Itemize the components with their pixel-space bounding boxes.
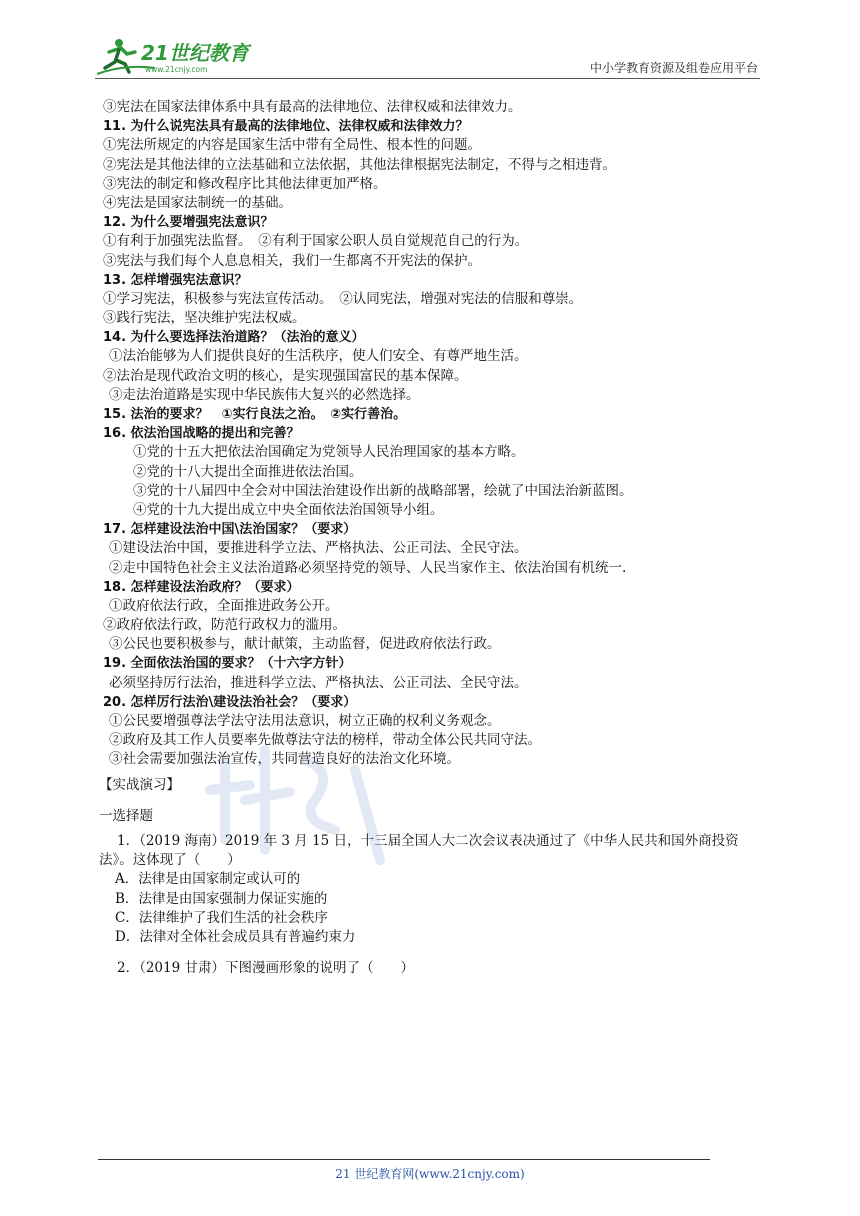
- answer-line: ③走法治道路是实现中华民族伟大复兴的必然选择。: [109, 386, 420, 403]
- footer-divider: [98, 1159, 710, 1160]
- question-heading: 11. 为什么说宪法具有最高的法律地位、法律权威和法律效力？: [103, 119, 469, 135]
- answer-line: ①学习宪法，积极参与宪法宣传活动。 ②认同宪法，增强对宪法的信服和尊崇。: [103, 290, 583, 307]
- page-header: [95, 34, 760, 79]
- question-1-stem: 1．（2019 海南）2019 年 3 月 15 日，十三届全国人大二次会议表决通过了《中华人民共和国外商投资法》。这体现了（ ）: [99, 832, 739, 869]
- footer-site-text: 21 世纪教育网(www.21cnjy.com): [335, 1167, 525, 1181]
- document-body: [99, 98, 763, 978]
- question-heading: 17. 怎样建设法治中国\法治国家？（要求）: [103, 522, 357, 538]
- question-heading: 13. 怎样增强宪法意识？: [103, 272, 248, 288]
- option-item: A．法律是由国家制定或认可的: [115, 871, 301, 888]
- answer-line: ①宪法所规定的内容是国家生活中带有全局性、根本性的问题。: [103, 137, 481, 154]
- answer-line: ②法治是现代政治文明的核心，是实现强国富民的基本保障。: [103, 367, 468, 384]
- question-heading: 16. 依法治国战略的提出和完善？: [103, 426, 300, 442]
- question-2-stem: 2．（2019 甘肃）下图漫画形象的说明了（ ）: [117, 960, 414, 977]
- answer-line: ②党的十八大提出全面推进依法治国。: [133, 463, 363, 480]
- question-heading: 19. 全面依法治国的要求？（十六字方针）: [103, 656, 352, 672]
- answer-line: ②政府依法行政，防范行政权力的滥用。: [103, 617, 346, 634]
- answer-line: ④宪法是国家法制统一的基础。: [103, 194, 292, 211]
- answer-line: ②走中国特色社会主义法治道路必须坚持党的领导、人民当家作主、依法治国有机统一.: [109, 559, 627, 576]
- option-item: C．法律维护了我们生活的社会秩序: [115, 909, 328, 926]
- answer-line: 必须坚持厉行法治，推进科学立法、严格执法、公正司法、全民守法。: [109, 674, 528, 691]
- answer-line: ③公民也要积极参与，献计献策，主动监督，促进政府依法行政。: [109, 636, 501, 653]
- section-title: 【实战演习】: [99, 776, 180, 793]
- question-heading: 14. 为什么要选择法治道路？（法治的意义）: [103, 330, 365, 346]
- answer-line: ②宪法是其他法律的立法基础和立法依据，其他法律根据宪法制定，不得与之相违背。: [103, 156, 616, 173]
- svg-text:www.21cnjy.com: www.21cnjy.com: [145, 65, 208, 74]
- svg-text:21世纪教育: 21世纪教育: [141, 41, 249, 65]
- answer-line: ①建设法治中国，要推进科学立法、严格执法、公正司法、全民守法。: [109, 540, 528, 557]
- answer-line: ③宪法的制定和修改程序比其他法律更加严格。: [103, 175, 387, 192]
- answer-line: ③践行宪法，坚决维护宪法权威。: [103, 310, 306, 327]
- question-heading: 15. 法治的要求？ ①实行良法之治。 ②实行善治。: [103, 407, 407, 422]
- question-heading: 12. 为什么要增强宪法意识？: [103, 215, 274, 231]
- answer-line: ①法治能够为人们提供良好的生活秩序，使人们安全、有尊严地生活。: [109, 348, 528, 365]
- header-platform-text: 中小学教育资源及组卷应用平台: [589, 61, 758, 75]
- question-heading: 20. 怎样厉行法治\建设法治社会？（要求）: [103, 694, 357, 710]
- answer-line: ③宪法与我们每个人息息相关，我们一生都离不开宪法的保护。: [103, 252, 481, 269]
- knowledge-points: [103, 98, 763, 770]
- logo-21cnjy: [95, 34, 265, 76]
- question-1-options: [103, 870, 763, 947]
- question-heading: 18. 怎样建设法治政府？（要求）: [103, 579, 300, 595]
- answer-line: ④党的十九大提出成立中央全面依法治国领导小组。: [133, 501, 444, 518]
- option-item: B．法律是由国家强制力保证实施的: [115, 890, 328, 907]
- answer-line: ①政府依法行政，全面推进政务公开。: [109, 597, 339, 614]
- answer-line: ①公民要增强尊法学法守法用法意识，树立正确的权利义务观念。: [109, 713, 501, 729]
- answer-line: ③党的十八届四中全会对中国法治建设作出新的战略部署，绘就了中国法治新蓝图。: [133, 482, 633, 499]
- option-item: D．法律对全体社会成员具有普遍约束力: [115, 928, 356, 945]
- subsection-title: 一选择题: [99, 807, 153, 824]
- answer-line: ③宪法在国家法律体系中具有最高的法律地位、法律权威和法律效力。: [103, 99, 522, 115]
- answer-line: ①党的十五大把依法治国确定为党领导人民治理国家的基本方略。: [133, 444, 525, 461]
- answer-line: ②政府及其工作人员要率先做尊法守法的榜样，带动全体公民共同守法。: [109, 732, 541, 749]
- answer-line: ①有利于加强宪法监督。 ②有利于国家公职人员自觉规范自己的行为。: [103, 233, 529, 250]
- answer-line: ③社会需要加强法治宣传，共同营造良好的法治文化环境。: [109, 751, 460, 768]
